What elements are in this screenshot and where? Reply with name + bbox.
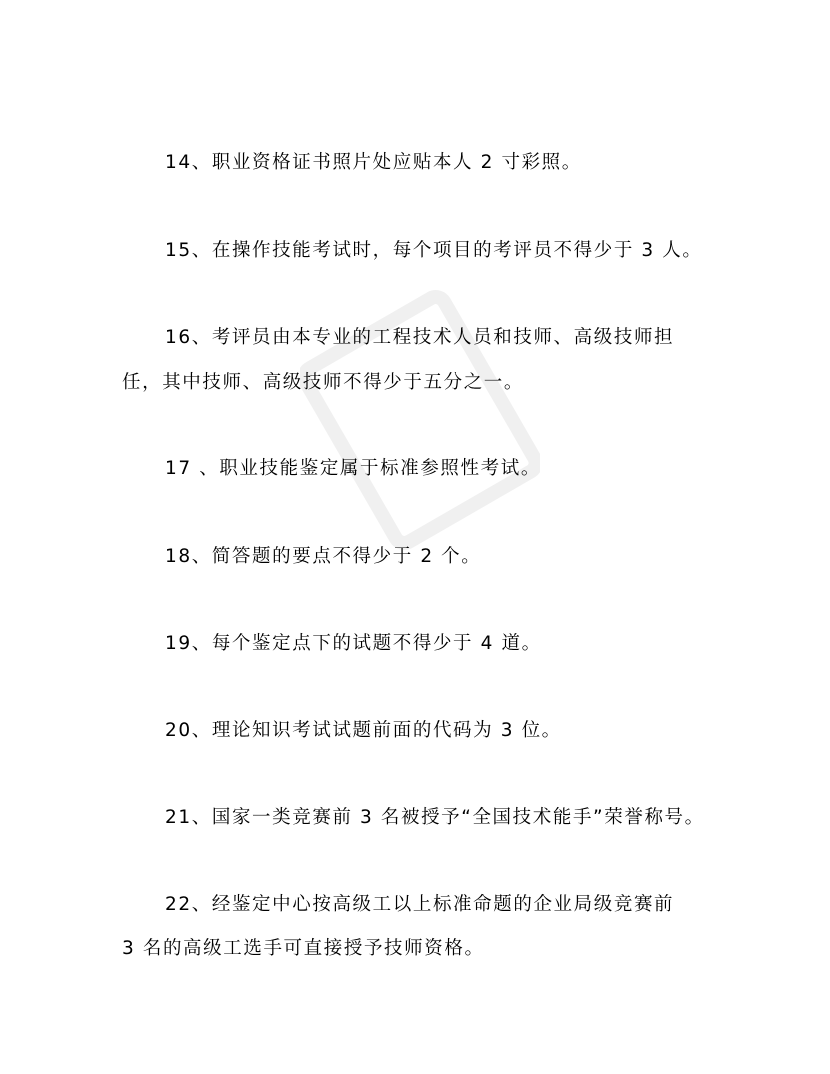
- item-15: 15、在操作技能考试时，每个项目的考评员不得少于 3 人。: [165, 240, 703, 261]
- item-17: 17 、职业技能鉴定属于标准参照性考试。: [165, 458, 541, 479]
- item-18: 18、简答题的要点不得少于 2 个。: [165, 546, 482, 567]
- item-14: 14、职业资格证书照片处应贴本人 2 寸彩照。: [165, 152, 582, 173]
- item-16-line-1: 16、考评员由本专业的工程技术人员和技师、高级技师担: [165, 327, 675, 348]
- item-22-line-1: 22、经鉴定中心按高级工以上标准命题的企业局级竞赛前: [165, 894, 675, 915]
- watermark-logo: [300, 280, 540, 560]
- item-16-line-2: 任，其中技师、高级技师不得少于五分之一。: [122, 372, 525, 393]
- item-22-line-2: 3 名的高级工选手可直接授予技师资格。: [122, 938, 485, 959]
- item-20: 20、理论知识考试试题前面的代码为 3 位。: [165, 720, 562, 741]
- item-21: 21、国家一类竞赛前 3 名被授予“全国技术能手”荣誉称号。: [165, 807, 705, 828]
- item-19: 19、每个鉴定点下的试题不得少于 4 道。: [165, 633, 542, 654]
